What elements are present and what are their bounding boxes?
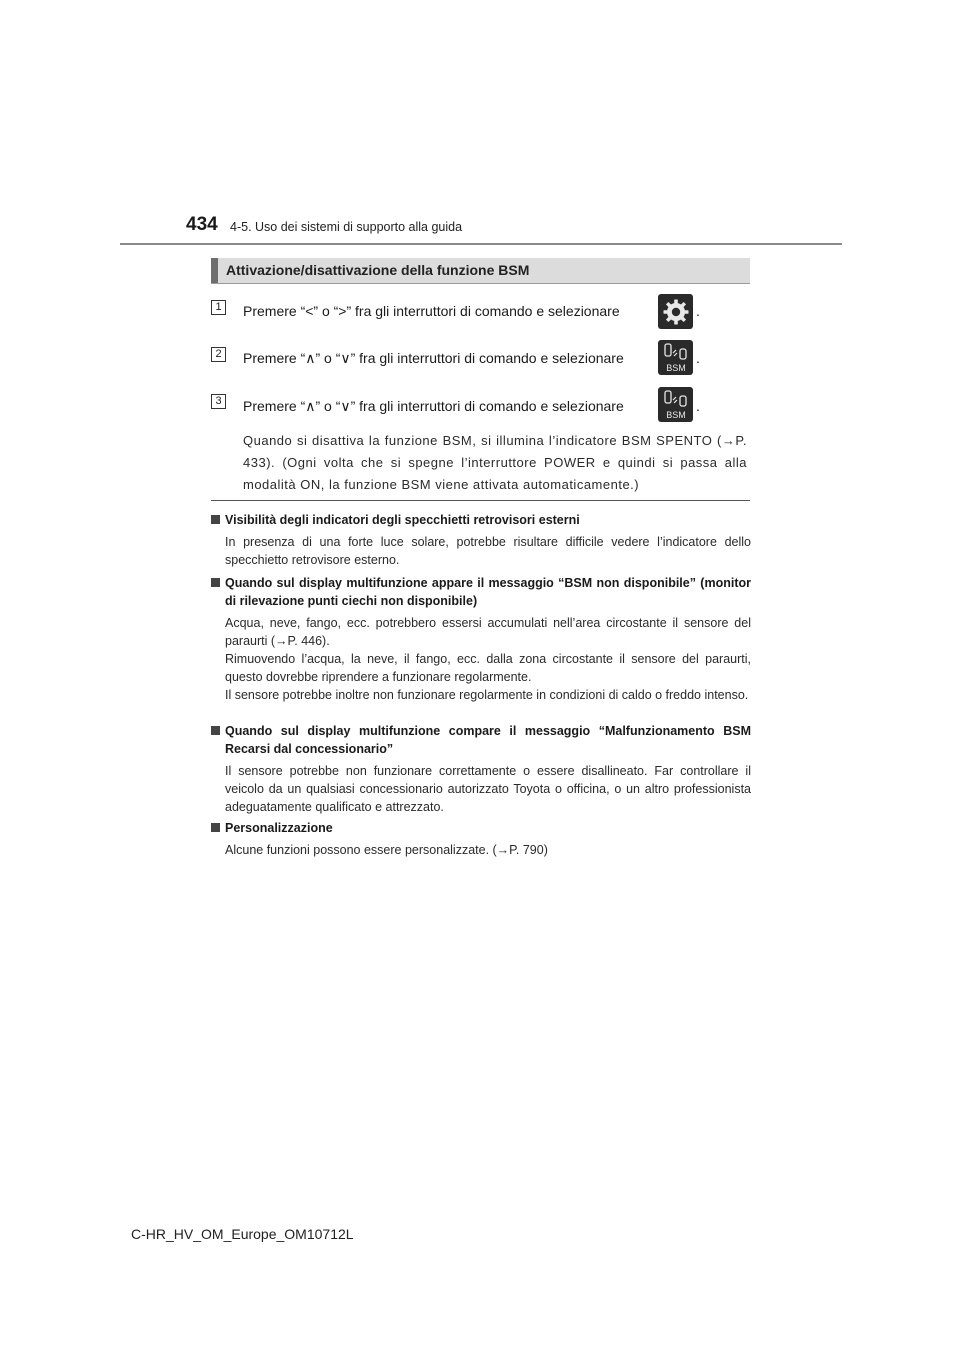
note-body: Il sensore potrebbe non funzionare correttamente o essere disallineato. Far controllare il veicolo da un qualsiasi concessionario autorizzato Toyota o officina, o un altro professionista adeguatamente qualificato e attrezzato. xyxy=(225,764,751,814)
note-heading-text: Personalizzazione xyxy=(225,821,333,835)
note-heading-text: Quando sul display multifunzione appare il messaggio “BSM non disponibile” (monitor di rilevazione punti ciechi non disponibile) xyxy=(225,576,751,608)
step-1-instruction: Premere “<” o “>” fra gli interruttori di comando e selezionare xyxy=(243,303,620,319)
bsm-icon xyxy=(658,387,693,422)
note-body xyxy=(211,614,751,704)
note-body: Alcune funzioni possono essere personalizzate. (→P. 790) xyxy=(225,843,548,857)
banner-accent-bar xyxy=(211,258,218,283)
bullet-square-icon xyxy=(211,726,220,735)
note-heading-text: Quando sul display multifunzione compare il messaggio “Malfunzionamento BSM Recarsi dal concessionario” xyxy=(225,724,751,756)
page-number: 434 xyxy=(186,214,218,235)
note-heading xyxy=(211,574,751,610)
step-note: Quando si disattiva la funzione BSM, si illumina l’indicatore BSM SPENTO (→P. 433). (Ogni volta che si spegne l’interruttore POWER e quindi si passa alla modalità ON, la funzione BSM viene attivata automaticamente.) xyxy=(243,433,747,492)
step-2-period: . xyxy=(696,350,700,366)
note-bsm-malfunction xyxy=(211,722,751,816)
step-1-text xyxy=(243,303,620,319)
note-heading xyxy=(211,511,751,529)
note-body: In presenza di una forte luce solare, potrebbe risultare difficile vedere l’indicatore dello specchietto retrovisore esterno. xyxy=(225,535,751,567)
note-heading xyxy=(211,722,751,758)
step-2-text xyxy=(243,350,624,367)
note-bsm-unavailable xyxy=(211,574,751,704)
note-heading xyxy=(211,819,751,837)
step-3-instruction: Premere “∧” o “∨” fra gli interruttori di comando e selezionare xyxy=(243,398,624,414)
banner-underline xyxy=(211,283,750,284)
section-divider xyxy=(211,500,750,501)
note-heading-text: Visibilità degli indicatori degli specchietti retrovisori esterni xyxy=(225,513,580,527)
bullet-square-icon xyxy=(211,578,220,587)
note-paragraph: Acqua, neve, fango, ecc. potrebbero essersi accumulati nell’area circostante il sensore del paraurti (→P. 446). xyxy=(225,616,751,648)
step-3-text xyxy=(243,398,624,415)
step-2-instruction: Premere “∧” o “∨” fra gli interruttori di comando e selezionare xyxy=(243,350,624,366)
note-visibility xyxy=(211,511,751,569)
bsm-icon xyxy=(658,340,693,375)
step-1-period: . xyxy=(696,303,700,319)
note-paragraph: Il sensore potrebbe inoltre non funzionare regolarmente in condizioni di caldo o freddo intenso. xyxy=(225,688,749,702)
bsm-icon-label: BSM xyxy=(665,409,686,420)
step-number-2: 2 xyxy=(211,347,226,362)
step-number-3: 3 xyxy=(211,394,226,409)
settings-gear-icon xyxy=(658,294,693,329)
banner-title: Attivazione/disattivazione della funzione BSM xyxy=(226,262,530,278)
header-rule xyxy=(120,243,842,245)
bsm-icon-label: BSM xyxy=(665,362,686,373)
bullet-square-icon xyxy=(211,823,220,832)
section-title: 4-5. Uso dei sistemi di supporto alla guida xyxy=(230,220,463,234)
note-paragraph: Rimuovendo l’acqua, la neve, il fango, ecc. dalla zona circostante il sensore del paraurti, questo dovrebbe riprendere a funzionare regolarmente. xyxy=(225,652,751,684)
note-customization xyxy=(211,819,751,859)
step-3-period: . xyxy=(696,398,700,414)
step-number-1: 1 xyxy=(211,300,226,315)
bullet-square-icon xyxy=(211,515,220,524)
document-code: C-HR_HV_OM_Europe_OM10712L xyxy=(131,1226,354,1242)
